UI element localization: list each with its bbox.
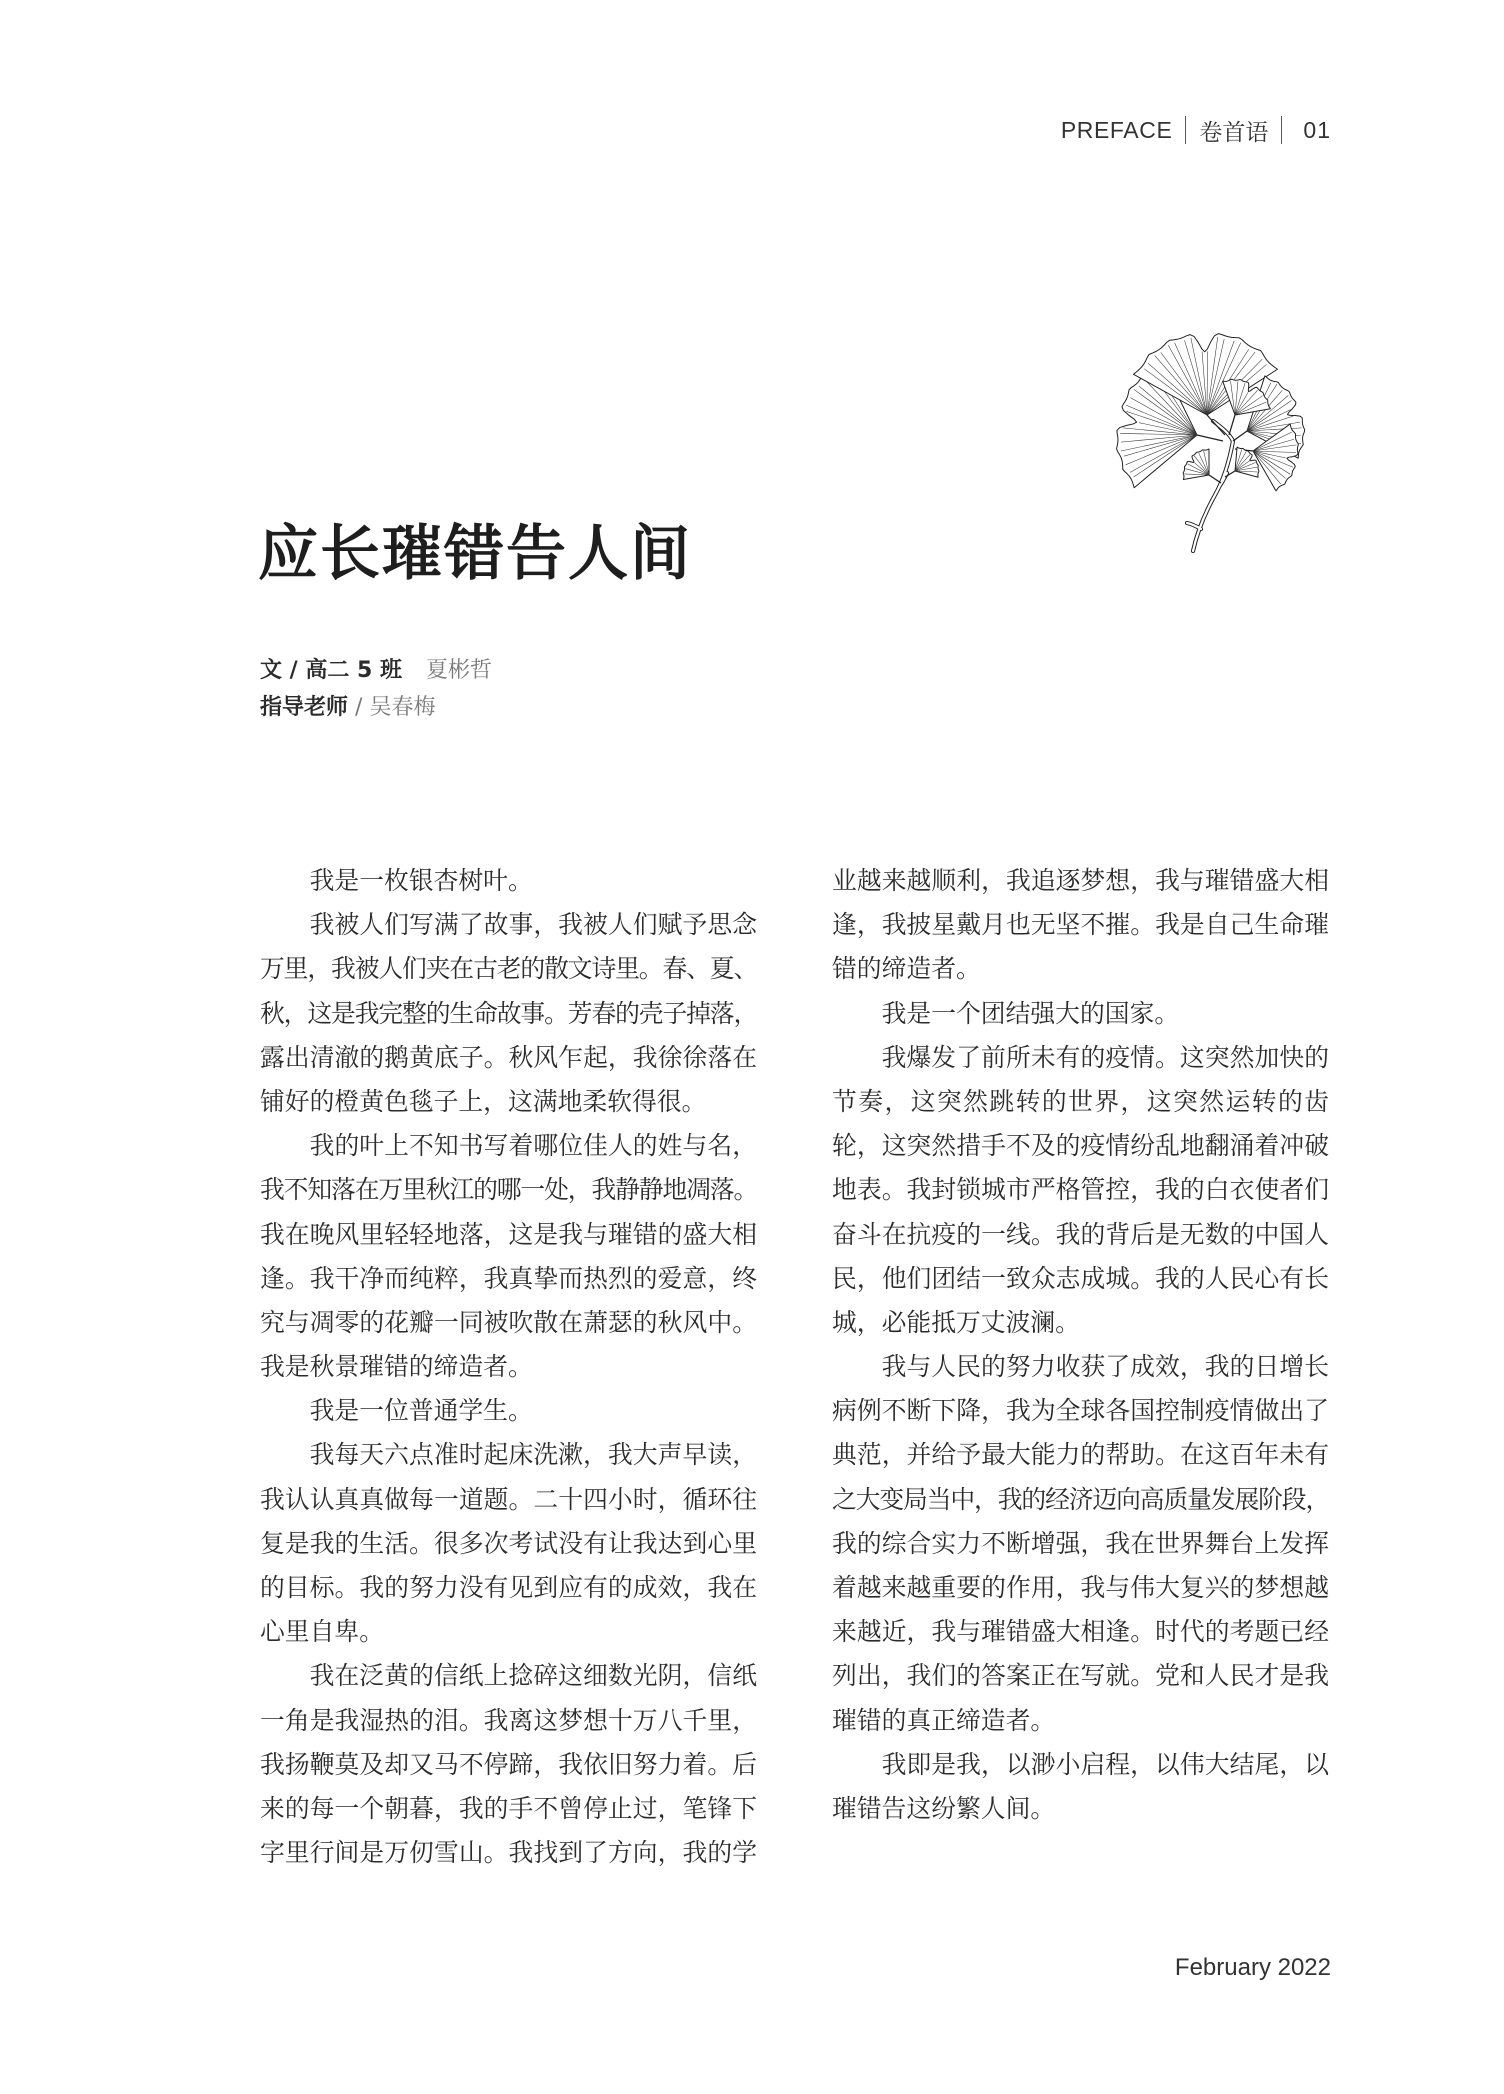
ginkgo-leaf-petiole: [1197, 435, 1223, 441]
ginkgo-leaf-petiole: [1233, 431, 1247, 441]
body-text-line: 字里行间是万仞雪山。我找到了方向，我的学: [260, 1838, 757, 1868]
ginkgo-branch-icon: [1097, 323, 1317, 555]
body-text-line: 我是秋景璀错的缔造者。: [260, 1352, 533, 1382]
ginkgo-stem: [1187, 421, 1233, 551]
body-text-line: 一角是我湿热的泪。我离这梦想十万八千里，: [260, 1705, 757, 1735]
running-header: [1061, 112, 1331, 148]
body-text-line: 我即是我，以渺小启程，以伟大结尾，以: [881, 1749, 1329, 1779]
ginkgo-leaf-petiole: [1209, 475, 1221, 483]
body-text-line: 秋，这是我完整的生命故事。芳春的壳子掉落，: [260, 998, 757, 1028]
page-number: 01: [1303, 116, 1331, 143]
body-text-line: 之大变局当中，我的经济迈向高质量发展阶段，: [832, 1484, 1329, 1514]
ginkgo-leaf: [1183, 449, 1221, 483]
body-text-line: 我爆发了前所未有的疫情。这突然加快的: [881, 1042, 1329, 1072]
body-text-line: 我在晚风里轻轻地落，这是我与璀错的盛大相: [260, 1219, 757, 1249]
body-text-line: 地表。我封锁城市严格管控，我的白衣使者们: [832, 1175, 1329, 1205]
body-text-line: 我被人们写满了故事，我被人们赋予思念: [309, 910, 757, 940]
body-text-line: 我是一枚银杏树叶。: [309, 866, 533, 895]
author-label: 文 / 高二 5 班: [260, 658, 402, 683]
body-text-line: 璀错告这纷繁人间。: [832, 1793, 1056, 1823]
body-text-line: 露出清澈的鹅黄底子。秋风乍起，我徐徐落在: [260, 1042, 757, 1072]
left-column: [260, 859, 757, 1875]
body-text-line: 我在泛黄的信纸上捻碎这细数光阴，信纸: [309, 1661, 757, 1691]
header-divider: [1281, 116, 1282, 144]
body-text-line: 逢。我干净而纯粹，我真挚而热烈的爱意，终: [260, 1263, 757, 1293]
body-text-line: 来越近，我与璀错盛大相逢。时代的考题已经: [832, 1617, 1329, 1647]
body-text-line: 究与凋零的花瓣一同被吹散在萧瑟的秋风中。: [260, 1307, 757, 1337]
body-text-line: 我不知落在万里秋江的哪一处，我静静地凋落。: [260, 1175, 757, 1205]
ginkgo-leaf-petiole: [1229, 415, 1235, 435]
body-text-line: 列出，我们的答案正在写就。党和人民才是我: [832, 1661, 1329, 1691]
byline: [260, 652, 492, 726]
author-line: [260, 652, 492, 689]
body-text-line: 典范，并给予最大能力的帮助。在这百年未有: [832, 1440, 1329, 1470]
body-text-line: 我的综合实力不断增强，我在世界舞台上发挥: [832, 1528, 1329, 1558]
body-text-line: 我是一位普通学生。: [309, 1396, 533, 1426]
header-divider: [1185, 116, 1186, 144]
body-text-line: 的目标。我的努力没有见到应有的成效，我在: [260, 1573, 757, 1602]
advisor-name: 吴春梅: [369, 695, 436, 720]
body-text-line: 来的每一个朝暮，我的手不曾停止过，笔锋下: [260, 1793, 757, 1823]
body-text-line: 我每天六点准时起床洗漱，我大声早读，: [309, 1440, 757, 1470]
section-label-en: PREFACE: [1060, 116, 1173, 143]
ginkgo-leaf-petiole: [1207, 415, 1225, 435]
body-text-line: 我认认真真做每一道题。二十四小时，循环往: [260, 1484, 757, 1514]
author-name: 夏彬哲: [425, 658, 492, 683]
body-text-line: 我的叶上不知书写着哪位佳人的姓与名，: [309, 1131, 757, 1161]
body-text-line: 着越来越重要的作用，我与伟大复兴的梦想越: [832, 1573, 1329, 1602]
body-text-line: 错的缔造者。: [832, 954, 981, 984]
advisor-label: 指导老师: [260, 695, 349, 720]
issue-date: February 2022: [1174, 1954, 1331, 1981]
body-text-line: 我是一个团结强大的国家。: [881, 998, 1180, 1028]
body-text-line: 奋斗在抗疫的一线。我的背后是无数的中国人: [832, 1219, 1329, 1249]
body-text-line: 我与人民的努力收获了成效，我的日增长: [881, 1352, 1329, 1382]
body-text-line: 轮，这突然措手不及的疫情纷乱地翻涌着冲破: [832, 1131, 1329, 1161]
body-text-line: 逢，我披星戴月也无坚不摧。我是自己生命璀: [832, 910, 1329, 940]
body-text-line: 民，他们团结一致众志成城。我的人民心有长: [832, 1263, 1329, 1293]
body-text-line: 城，必能抵万丈波澜。: [832, 1307, 1080, 1337]
body-text-line: 铺好的橙黄色毯子上，这满地柔软得很。: [260, 1086, 707, 1116]
body-text-line: 复是我的生活。很多次考试没有让我达到心里: [260, 1528, 757, 1558]
advisor-separator: /: [355, 695, 363, 720]
section-label-cn: 卷首语: [1199, 119, 1269, 146]
body-text-line: 璀错的真正缔造者。: [832, 1705, 1056, 1735]
body-text-line: 节奏，这突然跳转的世界，这突然运转的齿: [832, 1086, 1329, 1116]
article-title: 应长璀错告人间: [258, 519, 692, 589]
body-text-line: 万里，我被人们夹在古老的散文诗里。春、夏、: [260, 954, 757, 984]
advisor-line: [260, 689, 492, 726]
right-column: [832, 859, 1329, 1831]
ginkgo-leaves: [1117, 334, 1305, 491]
body-text-line: 心里自卑。: [260, 1617, 384, 1647]
body-text-line: 病例不断下降，我为全球各国控制疫情做出了: [832, 1396, 1329, 1426]
body-text-line: 业越来越顺利，我追逐梦想，我与璀错盛大相: [832, 866, 1329, 895]
body-text-line: 我扬鞭莫及却又马不停蹄，我依旧努力着。后: [260, 1749, 757, 1779]
